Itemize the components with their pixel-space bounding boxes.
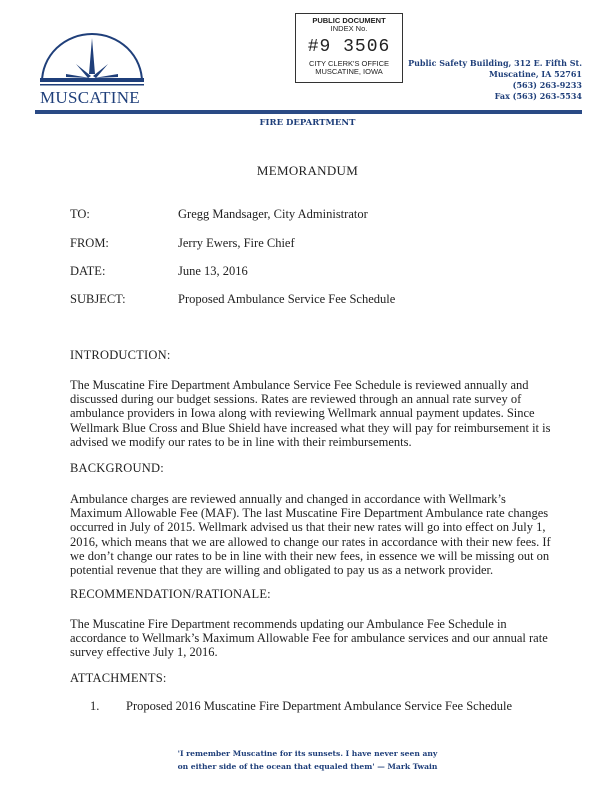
attachment-number: 1.: [90, 699, 100, 713]
text-line: The Muscatine Fire Department recommends updating our Ambulance Fee Schedule in: [70, 617, 507, 631]
text-line: Ambulance charges are reviewed annually and changed in accordance with Wellmark’s: [70, 492, 506, 506]
text-line: Wellmark Blue Cross and Blue Shield have increased what they will pay for reimbursement it is: [70, 420, 551, 435]
quote-line-2: on either side of the ocean that equaled them' — Mark Twain: [177, 762, 438, 771]
subject-value: Proposed Ambulance Service Fee Schedule: [178, 292, 396, 306]
from-label: FROM:: [70, 236, 109, 250]
stamp-line-3: CITY CLERK'S OFFICE: [308, 59, 390, 68]
text-line: potential revenue that they are willing and obligated to pay us as a network provider.: [70, 563, 494, 578]
attachment-title: Proposed 2016 Muscatine Fire Department Ambulance Service Fee Schedule: [126, 699, 513, 713]
city-logo: [36, 30, 148, 106]
address-line: Muscatine, IA 52761: [488, 69, 582, 79]
date-value: June 13, 2016: [178, 264, 248, 278]
text-line: occurred in July of 2015. Wellmark advised us that their new rates will go into effect on July 1,: [70, 520, 546, 535]
footer-quote: [0, 747, 615, 773]
stamp-line-2: INDEX No.: [330, 24, 368, 33]
background-heading: BACKGROUND:: [70, 461, 164, 475]
introduction-heading: INTRODUCTION:: [70, 348, 171, 362]
address-line: Public Safety Building, 312 E. Fifth St.: [408, 58, 582, 68]
attachments-heading: ATTACHMENTS:: [70, 671, 167, 685]
text-line: we don’t change our rates to be in line with their new fees, in essence we will be missing out on: [70, 548, 550, 563]
department-name: FIRE DEPARTMENT: [259, 118, 356, 128]
text-line: discussed during our budget sessions. Rates are reviewed through an annual rate survey of: [70, 392, 522, 407]
to-label: TO:: [70, 207, 90, 221]
text-line: advised we modify our rates to be in line with their reimbursements.: [70, 434, 412, 449]
subject-label: SUBJECT:: [70, 292, 126, 306]
introduction-paragraph: [70, 378, 550, 449]
text-line: survey effective July 1, 2016.: [70, 645, 218, 660]
text-line: 2016, which means that we are allowed to change our rates in accordance with their new fees. If: [70, 534, 551, 549]
text-line: The Muscatine Fire Department Ambulance Service Fee Schedule is reviewed annually and: [70, 378, 529, 392]
address-block: [408, 58, 582, 102]
recommendation-heading: RECOMMENDATION/RATIONALE:: [70, 587, 271, 601]
public-document-stamp: [295, 13, 403, 83]
text-line: Maximum Allowable Fee (MAF). The last Muscatine Fire Department Ambulance rate changes: [70, 506, 549, 521]
date-label: DATE:: [70, 264, 106, 278]
to-value: Gregg Mandsager, City Administrator: [178, 207, 368, 221]
background-paragraph: [70, 492, 550, 577]
text-line: ambulance providers in Iowa along with reviewing Wellmark annual payment updates. Since: [70, 406, 535, 421]
letterhead-rule: [35, 110, 582, 114]
text-line: accordance to Wellmark’s Maximum Allowable Fee for ambulance services and our annual rate: [70, 631, 548, 646]
fax-line: Fax (563) 263-5534: [494, 91, 582, 101]
quote-line-1: 'I remember Muscatine for its sunsets. I have never seen any: [177, 749, 438, 758]
sunrise-icon: [36, 30, 148, 90]
stamp-index-number: #9 3506: [307, 37, 391, 57]
phone-line: (563) 263-9233: [512, 80, 582, 90]
from-value: Jerry Ewers, Fire Chief: [178, 236, 295, 250]
logo-wordmark: MUSCATINE: [40, 88, 140, 107]
stamp-line-1: PUBLIC DOCUMENT: [312, 16, 386, 25]
recommendation-paragraph: [70, 617, 550, 660]
stamp-line-4: MUSCATINE, IOWA: [315, 67, 383, 76]
memo-title: MEMORANDUM: [256, 163, 359, 178]
